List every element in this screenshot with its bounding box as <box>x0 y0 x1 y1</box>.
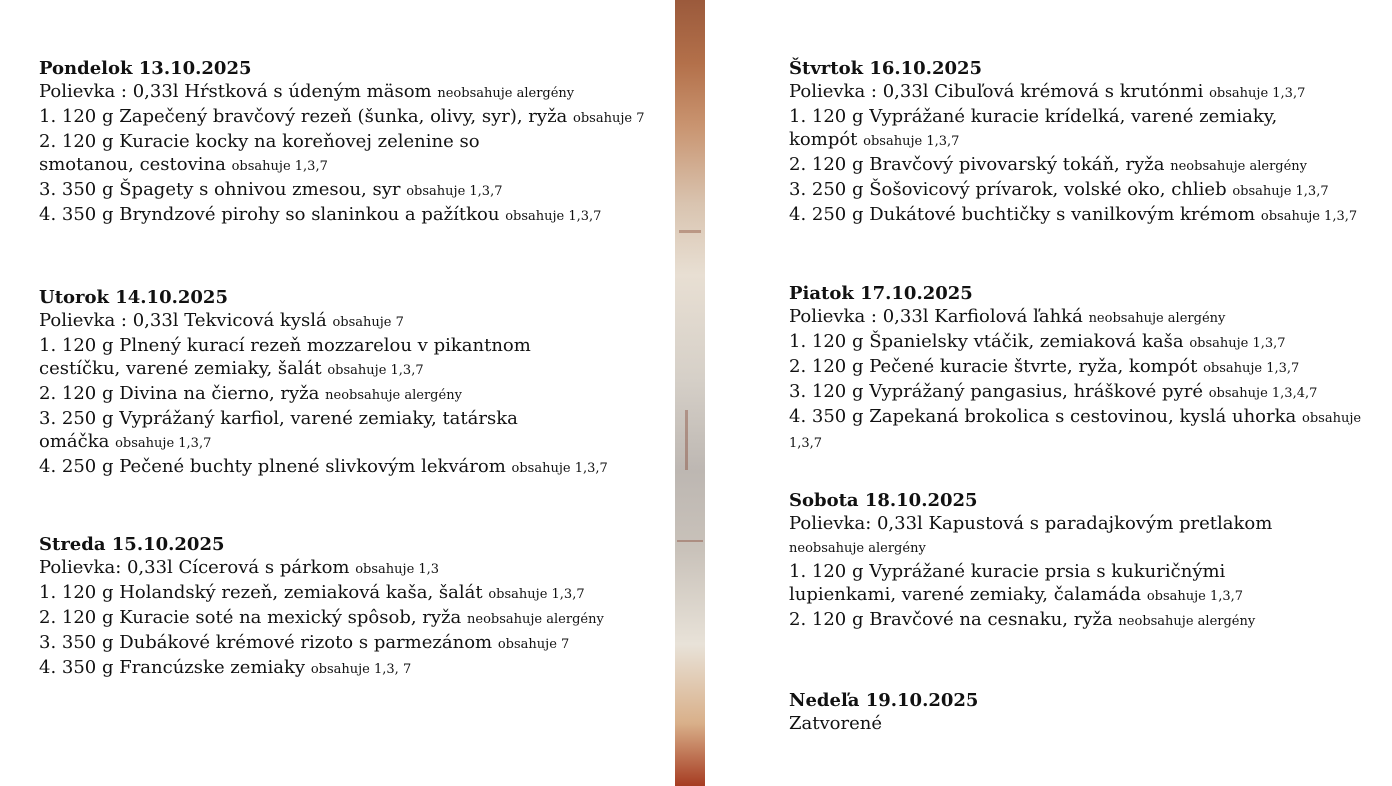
allergen-note: obsahuje 1,3,7 <box>327 363 424 378</box>
dish-text: 1. 120 g Holandský rezeň, zemiaková kaša, šalát <box>39 582 483 603</box>
allergen-note: obsahuje 1,3,7 <box>231 159 328 174</box>
allergen-note: neobsahuje alergény <box>325 388 462 403</box>
day-sunday <box>789 689 1379 735</box>
allergen-note: neobsahuje alergény <box>1118 614 1256 629</box>
dish-line <box>789 178 1379 203</box>
day-monday <box>39 57 659 228</box>
dish-text: 4. 250 g Dukátové buchtičky s vanilkovým krémom <box>789 204 1256 225</box>
allergen-note: obsahuje 1,3,7 <box>863 134 960 149</box>
day-title: Utorok 14.10.2025 <box>39 287 228 308</box>
dish-line <box>39 606 659 631</box>
photo-strip <box>675 0 705 786</box>
dish-line <box>39 382 659 407</box>
soup-line <box>39 309 659 334</box>
dish-text: 4. 350 g Francúzske zemiaky <box>39 657 306 678</box>
day-wednesday <box>39 533 659 681</box>
dish-line <box>39 455 659 480</box>
closed-note: Zatvorené <box>789 713 882 734</box>
dish-text: 4. 350 g Zapekaná brokolica s cestovinou, kyslá uhorka <box>789 406 1297 427</box>
dish-text: 2. 120 g Kuracie kocky na koreňovej zelenine so smotanou, cestovina <box>39 131 480 175</box>
dish-text: 3. 250 g Vyprážaný karfiol, varené zemiaky, tatárska omáčka <box>39 408 518 452</box>
dish-line <box>39 581 659 606</box>
dish-line <box>789 560 1299 608</box>
soup-text: Polievka : 0,33l Karfiolová ľahká <box>789 306 1083 327</box>
dish-text: 2. 120 g Bravčové na cesnaku, ryža <box>789 609 1113 630</box>
dish-text: 1. 120 g Vyprážané kuracie krídelká, varené zemiaky, kompót <box>789 106 1278 150</box>
allergen-note: obsahuje 1,3,7 <box>1232 184 1329 199</box>
dish-text: 1. 120 g Zapečený bravčový rezeň (šunka, olivy, syr), ryža <box>39 106 568 127</box>
allergen-note: neobsahuje alergény <box>789 541 926 556</box>
dish-line <box>39 105 659 130</box>
dish-line <box>39 334 579 382</box>
day-thursday <box>789 57 1379 228</box>
allergen-note: obsahuje 1,3,7 <box>1209 86 1306 101</box>
dish-text: 2. 120 g Bravčový pivovarský tokáň, ryža <box>789 154 1165 175</box>
allergen-note: obsahuje 1,3,7 <box>1146 589 1244 604</box>
allergen-note: obsahuje 1,3 <box>355 562 440 577</box>
dish-text: 2. 120 g Pečené kuracie štvrte, ryža, kompót <box>789 356 1198 377</box>
allergen-note: obsahuje 1,3,7 <box>1260 209 1358 224</box>
soup-line <box>789 512 1319 560</box>
allergen-note: obsahuje 7 <box>332 315 404 330</box>
allergen-note: neobsahuje alergény <box>1088 311 1226 326</box>
dish-text: 2. 120 g Kuracie soté na mexický spôsob, ryža <box>39 607 462 628</box>
dish-line <box>789 330 1379 355</box>
dish-text: 4. 250 g Pečené buchty plnené slivkovým lekvárom <box>39 456 506 477</box>
dish-text: 3. 250 g Šošovicový prívarok, volské oko, chlieb <box>789 179 1227 200</box>
day-saturday <box>789 489 1379 633</box>
allergen-note: obsahuje 7 <box>573 111 645 126</box>
dish-line <box>789 380 1379 405</box>
dish-text: 1. 120 g Plnený kurací rezeň mozzarelou v pikantnom cestíčku, varené zemiaky, šalát <box>39 335 531 379</box>
soup-line <box>789 305 1379 330</box>
dish-text: 3. 350 g Dubákové krémové rizoto s parmezánom <box>39 632 493 653</box>
dish-line <box>39 178 659 203</box>
allergen-note: obsahuje 1,3,7 <box>115 436 212 451</box>
allergen-note: obsahuje 1,3,7 <box>406 184 503 199</box>
dish-line <box>39 656 659 681</box>
dish-line <box>39 130 539 178</box>
soup-text: Polievka : 0,33l Cibuľová krémová s krutónmi <box>789 81 1204 102</box>
day-tuesday <box>39 286 659 480</box>
dish-line <box>39 407 559 455</box>
photo-detail <box>679 230 701 233</box>
soup-line <box>39 556 659 581</box>
soup-text: Polievka: 0,33l Cícerová s párkom <box>39 557 350 578</box>
allergen-note: obsahuje 1,3,7 <box>488 587 585 602</box>
soup-text: Polievka : 0,33l Tekvicová kyslá <box>39 310 327 331</box>
allergen-note: neobsahuje alergény <box>467 612 604 627</box>
day-friday <box>789 282 1379 455</box>
dish-line <box>789 405 1379 455</box>
photo-detail <box>685 410 688 470</box>
allergen-note: neobsahuje alergény <box>437 86 575 101</box>
dish-text: 1. 120 g Španielsky vtáčik, zemiaková kaša <box>789 331 1184 352</box>
dish-line <box>39 203 659 228</box>
dish-text: 2. 120 g Divina na čierno, ryža <box>39 383 320 404</box>
day-title: Pondelok 13.10.2025 <box>39 58 252 79</box>
allergen-note: obsahuje 7 <box>497 637 570 652</box>
dish-line <box>789 608 1379 633</box>
day-title: Sobota 18.10.2025 <box>789 490 978 511</box>
soup-line <box>789 80 1379 105</box>
allergen-note: obsahuje 1,3,7 <box>1203 361 1300 376</box>
dish-line <box>789 153 1379 178</box>
dish-text: 3. 350 g Špagety s ohnivou zmesou, syr <box>39 179 401 200</box>
soup-line <box>39 80 659 105</box>
allergen-note: obsahuje 1,3,7 <box>511 461 608 476</box>
allergen-note: neobsahuje alergény <box>1170 159 1308 174</box>
photo-detail <box>677 540 703 542</box>
dish-text: 3. 120 g Vyprážaný pangasius, hráškové pyré <box>789 381 1203 402</box>
dish-line <box>789 355 1379 380</box>
soup-text: Polievka: 0,33l Kapustová s paradajkovým pretlakom <box>789 513 1273 534</box>
day-title: Piatok 17.10.2025 <box>789 283 973 304</box>
allergen-note: obsahuje 1,3,7 <box>789 411 1362 451</box>
dish-line <box>789 203 1379 228</box>
allergen-note: obsahuje 1,3,4,7 <box>1208 386 1318 401</box>
day-title: Streda 15.10.2025 <box>39 534 225 555</box>
dish-line <box>789 105 1309 153</box>
dish-text: 1. 120 g Vyprážané kuracie prsia s kukuričnými lupienkami, varené zemiaky, čalamáda <box>789 561 1226 605</box>
soup-text: Polievka : 0,33l Hŕstková s údeným mäsom <box>39 81 432 102</box>
allergen-note: obsahuje 1,3,7 <box>505 209 602 224</box>
allergen-note: obsahuje 1,3,7 <box>1189 336 1286 351</box>
day-title: Nedeľa 19.10.2025 <box>789 690 979 711</box>
day-title: Štvrtok 16.10.2025 <box>789 58 983 79</box>
allergen-note: obsahuje 1,3, 7 <box>310 662 412 677</box>
dish-line <box>39 631 659 656</box>
dish-text: 4. 350 g Bryndzové pirohy so slaninkou a pažítkou <box>39 204 500 225</box>
